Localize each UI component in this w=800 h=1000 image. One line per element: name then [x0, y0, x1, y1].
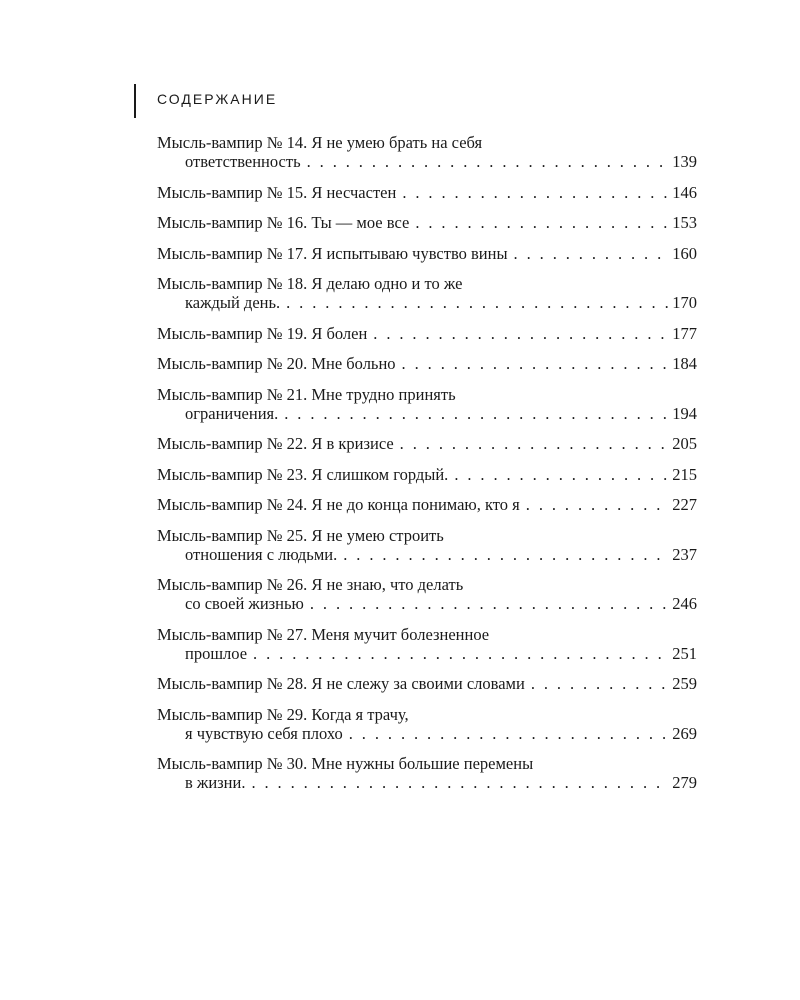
dot-leader — [253, 644, 669, 663]
toc-page-number: 215 — [672, 464, 697, 484]
toc-entry[interactable] — [157, 625, 697, 663]
toc-entry-title: Мысль-вампир № 25. Я не умею строить — [157, 525, 444, 545]
toc-entry-title: Мысль-вампир № 18. Я делаю одно и то же — [157, 274, 463, 293]
toc-entry[interactable] — [157, 674, 697, 693]
toc-entry[interactable] — [157, 575, 697, 613]
dot-leader — [415, 213, 669, 232]
toc-entry-title: Мысль-вампир № 14. Я не умею брать на себя — [157, 133, 483, 152]
toc-entry-title: Мысль-вампир № 30. Мне нужны большие перемены — [157, 754, 534, 773]
toc-entry[interactable] — [157, 274, 697, 312]
toc-entry-title-cont: в жизни. — [185, 773, 246, 792]
dot-leader — [310, 594, 669, 613]
toc-entry[interactable] — [157, 705, 697, 743]
toc-entry[interactable] — [157, 434, 697, 453]
toc-entry-title-cont: отношения с людьми. — [185, 544, 338, 564]
dot-leader — [531, 674, 669, 693]
toc-page-number: 170 — [672, 293, 697, 312]
toc-entry[interactable] — [157, 385, 697, 423]
toc-page-number: 139 — [672, 152, 697, 171]
dot-leader — [454, 465, 669, 484]
dot-leader — [373, 324, 669, 343]
dot-leader — [349, 724, 670, 743]
toc-entry[interactable] — [157, 213, 697, 232]
toc-entry[interactable] — [157, 465, 697, 484]
toc-page-number: 146 — [672, 182, 697, 202]
dot-leader — [514, 244, 670, 263]
toc-entry-title-cont: ответственность — [185, 152, 301, 171]
toc-page-number: 246 — [672, 594, 697, 613]
toc-page-number: 205 — [672, 434, 697, 453]
dot-leader — [400, 434, 670, 453]
toc-entry-title: Мысль-вампир № 27. Меня мучит болезненное — [157, 624, 490, 644]
toc-entry-title-cont: я чувствую себя плохо — [185, 723, 343, 743]
dot-leader — [251, 773, 669, 792]
toc-entry-title: Мысль-вампир № 24. Я не до конца понимаю, кто я — [157, 495, 520, 514]
toc-entry-title: Мысль-вампир № 29. Когда я трачу, — [157, 704, 409, 724]
toc-entry-title: Мысль-вампир № 19. Я болен — [157, 323, 368, 343]
toc-entry[interactable] — [157, 183, 697, 202]
dot-leader — [284, 404, 669, 423]
toc-entry[interactable] — [157, 526, 697, 564]
toc-entry-title: Мысль-вампир № 16. Ты — мое все — [157, 213, 410, 232]
toc-page-number: 194 — [672, 403, 697, 423]
toc-page-number: 184 — [672, 354, 697, 373]
toc-entry[interactable] — [157, 133, 697, 171]
toc-entry-title: Мысль-вампир № 22. Я в кризисе — [157, 434, 394, 453]
toc-entry-title: Мысль-вампир № 15. Я несчастен — [157, 182, 397, 202]
toc-entry-title-cont: прошлое — [185, 643, 248, 663]
toc-entry-title-cont: со своей жизнью — [185, 594, 304, 613]
table-of-contents — [157, 133, 697, 804]
toc-entry[interactable] — [157, 754, 697, 792]
toc-entry-title: Мысль-вампир № 21. Мне трудно принять — [157, 384, 456, 404]
dot-leader — [286, 293, 669, 312]
toc-page-number: 237 — [672, 544, 697, 564]
toc-page-number: 259 — [672, 674, 697, 693]
dot-leader — [343, 545, 669, 564]
toc-entry-title: Мысль-вампир № 20. Мне больно — [157, 354, 396, 373]
dot-leader — [402, 354, 670, 373]
toc-page-number: 160 — [672, 243, 697, 263]
toc-entry-title: Мысль-вампир № 23. Я слишком гордый. — [157, 464, 449, 484]
toc-page-number: 153 — [672, 213, 697, 232]
toc-page-number: 227 — [672, 495, 697, 514]
toc-entry[interactable] — [157, 495, 697, 514]
toc-entry[interactable] — [157, 324, 697, 343]
section-title: СОДЕРЖАНИЕ — [157, 91, 278, 107]
toc-entry[interactable] — [157, 244, 697, 263]
toc-entry-title: Мысль-вампир № 26. Я не знаю, что делать — [157, 575, 464, 594]
toc-entry-title: Мысль-вампир № 28. Я не слежу за своими словами — [157, 674, 525, 693]
toc-entry-title-cont: каждый день. — [185, 293, 281, 312]
header-rule — [134, 84, 136, 118]
toc-page-number: 251 — [672, 643, 697, 663]
dot-leader — [402, 183, 669, 202]
toc-entry-title-cont: ограничения. — [185, 403, 279, 423]
toc-entry-title: Мысль-вампир № 17. Я испытываю чувство вины — [157, 243, 508, 263]
toc-entry[interactable] — [157, 354, 697, 373]
dot-leader — [307, 152, 670, 171]
toc-page-number: 269 — [672, 723, 697, 743]
toc-page-number: 279 — [672, 773, 697, 792]
dot-leader — [526, 495, 669, 514]
toc-page-number: 177 — [672, 323, 697, 343]
